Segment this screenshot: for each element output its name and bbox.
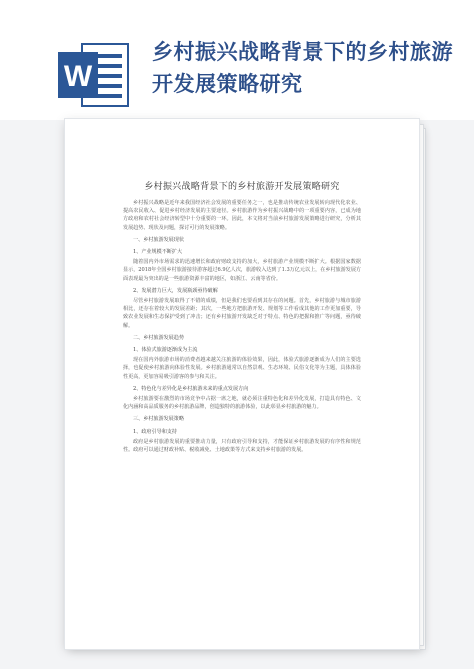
section-heading: 2、发展潜力巨大，发展瓶颈亟待破解 [133, 287, 218, 294]
paragraph: 随着国内外市场需求的迅速增长和政府财政支持的加大，乡村旅游产业规模不断扩大。根据国家数据显示，2018年全国乡村旅游接待游客超过6.9亿人次，旅游收入达到了1.3万亿元以上，在乡村旅游发展方面表现最为突出的是一些旅游资源丰富的地区，如浙江、云南等省份。 [123, 259, 362, 282]
section-heading: 三、乡村旅游发展策略 [133, 416, 184, 423]
document-title: 乡村振兴战略背景下的乡村旅游开发展策略研究 [144, 182, 340, 192]
document-body [123, 199, 361, 454]
document-page [64, 118, 420, 650]
header-band [0, 0, 474, 120]
section-heading: 一、乡村旅游发展现状 [133, 236, 184, 243]
section-heading: 1、产业规模不断扩大 [133, 249, 183, 256]
paragraph: 现在国内外旅游市场的消费者越来越关注旅游的体验效果，因此，体验式旅游逐渐成为人们的主要选择，也促使乡村旅游向体验性发展。乡村旅游通常以自然景观、生态环境、民俗文化等为主题，具体体验性更高，更加容易吸引游客的参与和关注。 [123, 357, 361, 380]
svg-text:W: W [63, 60, 93, 93]
page-title: 乡村振兴战略背景下的乡村旅游开发展策略研究 [152, 40, 453, 96]
paragraph: 政府是乡村旅游发展的重要推动力量，只有政府引导和支持，才能保证乡村旅游发展的有序性和规范性。政府可以通过财政补贴、税收减免、土地政策等方式来支持乡村旅游的发展。 [123, 438, 361, 454]
section-heading: 二、乡村旅游发展趋势 [133, 334, 184, 341]
section-heading: 1、政府引导和支持 [133, 428, 177, 435]
section-heading: 2、特色化与差异化是乡村旅游未来的重点发展方向 [133, 385, 249, 392]
paragraph: 乡村振兴战略是近年来我国经济社会发展的重要任务之一，也是推动传统农业发展转向现代化农业、提高农民收入、促进乡村经济发展的主要途径。乡村旅游作为乡村振兴战略中的一项重要内容，已成为地方政府和农村社会经济转型中十分重要的一环。因此，本文将对当前乡村旅游发展策略进行研究，分析其发展趋势、现状及问题，探讨可行的发展策略。 [123, 200, 361, 231]
paragraph: 尽管乡村旅游发展取得了不错的成绩，但是我们也要看到其存在的问题。首先，乡村旅游与城市旅游相比，还存在着较大的发展差距；其次，一些地方把旅游开发、规划等工作看成其他的工作更加重要，导致农业发展和生态保护受到了冲击；还有乡村旅游开发缺乏对于特点、特色的把握和推广等问题，亟待破解。 [123, 298, 361, 329]
section-heading: 1、体验式旅游逐渐成为主流 [133, 347, 198, 354]
word-document-icon [58, 42, 130, 108]
paragraph: 乡村旅游要在激烈的市场竞争中占据一席之地，就必须注重特色化和差异化发展，打造具有特色、文化内涵和高品质服务的乡村旅游品牌，创造独特的旅游体验，以此彰显乡村旅游的魅力。 [123, 396, 361, 411]
